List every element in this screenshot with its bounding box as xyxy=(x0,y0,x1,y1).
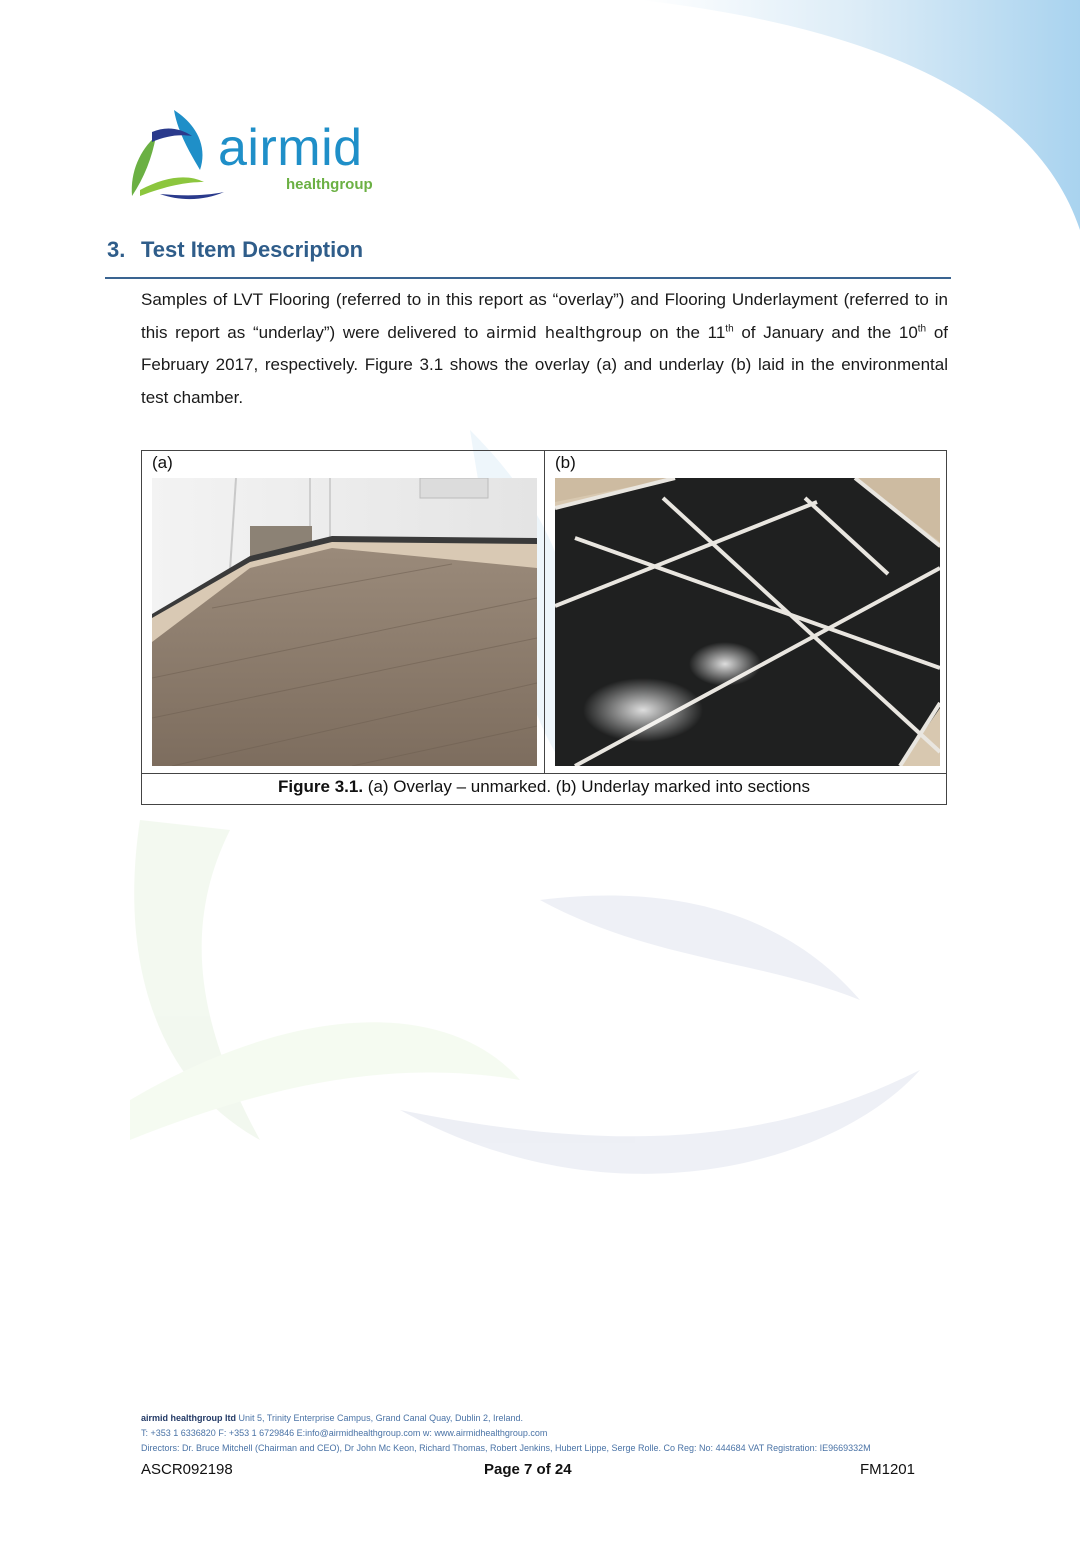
para-text-2: on the 11 xyxy=(641,322,726,342)
company-logo xyxy=(126,106,396,202)
document-id: ASCR092198 xyxy=(141,1461,233,1478)
para-text-1: Samples of LVT Flooring (referred to in this report as “overlay”) and Flooring Underlayment (referred to in this report as “underlay”) were delivered to xyxy=(141,290,948,342)
footer-company: airmid healthgroup ltd xyxy=(141,1413,237,1423)
footer-address xyxy=(141,1413,921,1423)
footer-address-text: Unit 5, Trinity Enterprise Campus, Grand Canal Quay, Dublin 2, Ireland. xyxy=(236,1413,523,1423)
heading-rule xyxy=(105,277,951,279)
caption-text: (a) Overlay – unmarked. (b) Underlay marked into sections xyxy=(363,777,810,796)
footer-directors: Directors: Dr. Bruce Mitchell (Chairman and CEO), Dr John Mc Keon, Richard Thomas, Robert Jenkins, Hubert Lippe, Serge Rolle. Co Reg: No: 444684 VAT Registration: IE9669332M xyxy=(141,1443,871,1453)
description-paragraph xyxy=(141,284,948,414)
caption-label: Figure 3.1. xyxy=(278,777,364,796)
page-number: Page 7 of 24 xyxy=(484,1461,572,1478)
section-heading xyxy=(107,237,363,263)
figure-caption xyxy=(142,777,946,797)
table-divider-horizontal xyxy=(142,773,946,774)
table-divider-vertical xyxy=(544,451,545,773)
logo-subtitle: healthgroup xyxy=(286,176,373,193)
photo-underlay xyxy=(555,478,940,766)
brand-name: airmid healthgroup xyxy=(486,322,642,342)
figure-label-b: (b) xyxy=(555,453,576,472)
photo-overlay xyxy=(152,478,537,766)
para-text-4: of February 2017, respectively. Figure 3.1 shows the overlay (a) and underlay (b) laid in the environmental test chamber. xyxy=(141,322,949,407)
para-text-3: of January and the 10 xyxy=(733,322,918,342)
superscript-1: th xyxy=(725,322,734,334)
top-right-swoosh xyxy=(640,0,1080,230)
logo-mark-icon xyxy=(126,106,226,202)
superscript-2: th xyxy=(917,322,927,334)
form-code: FM1201 xyxy=(859,1461,915,1478)
logo-name: airmid xyxy=(218,119,363,177)
figure-label-a: (a) xyxy=(152,453,173,472)
section-number: 3. xyxy=(107,237,126,262)
figure-table xyxy=(141,450,947,805)
section-title: Test Item Description xyxy=(141,237,364,262)
footer-contact: T: +353 1 6336820 F: +353 1 6729846 E:info@airmidhealthgroup.com w: www.airmidhealthgroup.com xyxy=(141,1428,548,1438)
